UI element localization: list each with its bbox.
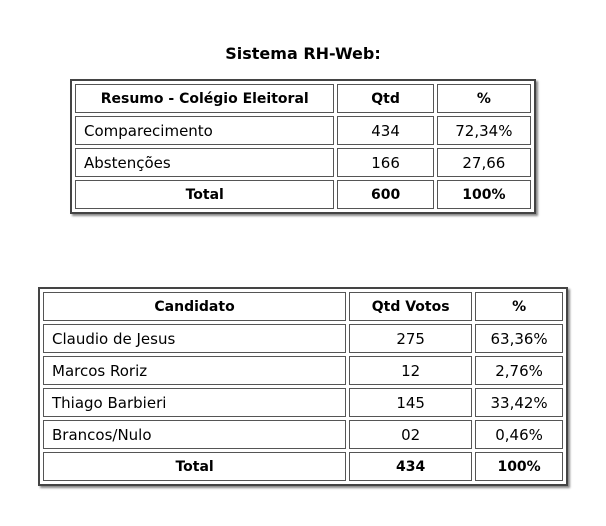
candidate-name: Brancos/Nulo [43,420,346,449]
candidate-votes: 145 [349,388,472,417]
total-label: Total [43,452,346,481]
table-row [43,420,563,449]
table-row [43,388,563,417]
row-label: Abstenções [75,148,334,177]
table-header-row [43,292,563,321]
table-row [75,148,531,177]
candidate-name: Marcos Roriz [43,356,346,385]
row-percent: 72,34% [437,116,531,145]
total-qtd: 600 [337,180,433,209]
total-label: Total [75,180,334,209]
row-qtd: 166 [337,148,433,177]
total-percent: 100% [475,452,563,481]
row-percent: 27,66 [437,148,531,177]
table-row [43,324,563,353]
column-header-percent: % [475,292,563,321]
page-title: Sistema RH-Web: [225,44,381,63]
candidate-votes: 275 [349,324,472,353]
row-label: Comparecimento [75,116,334,145]
column-header-qtd: Qtd [337,84,433,113]
column-header-qtd-votos: Qtd Votos [349,292,472,321]
table-total-row [43,452,563,481]
total-votes: 434 [349,452,472,481]
total-percent: 100% [437,180,531,209]
candidate-votes: 02 [349,420,472,449]
table-row [43,356,563,385]
candidate-percent: 33,42% [475,388,563,417]
column-header-percent: % [437,84,531,113]
candidate-percent: 0,46% [475,420,563,449]
candidates-table [38,287,568,486]
candidate-name: Thiago Barbieri [43,388,346,417]
table-total-row [75,180,531,209]
column-header-resumo: Resumo - Colégio Eleitoral [75,84,334,113]
table-row [75,116,531,145]
column-header-candidato: Candidato [43,292,346,321]
candidate-name: Claudio de Jesus [43,324,346,353]
row-qtd: 434 [337,116,433,145]
candidate-votes: 12 [349,356,472,385]
table-header-row [75,84,531,113]
summary-table [70,79,536,214]
candidate-percent: 63,36% [475,324,563,353]
candidate-percent: 2,76% [475,356,563,385]
